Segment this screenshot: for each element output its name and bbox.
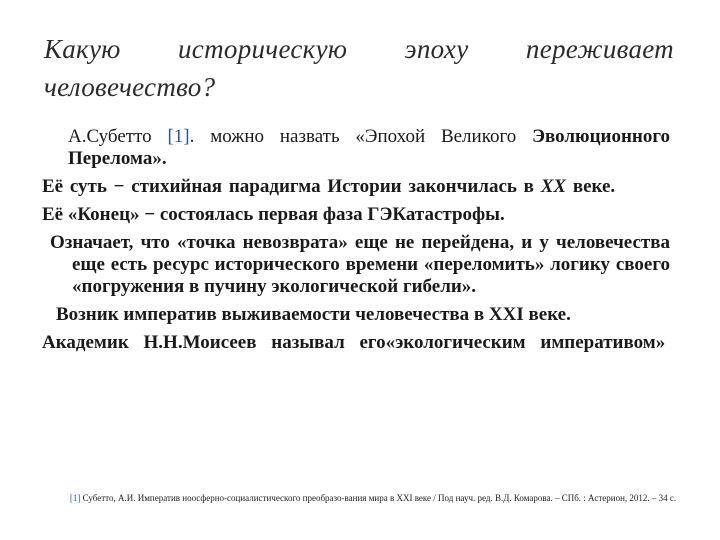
slide-body bbox=[42, 126, 670, 360]
paragraph-imperative: Возник императив выживаемости человечества в XXI веке. bbox=[56, 304, 571, 325]
paragraph-text: . можно назвать «Эпохой Великого bbox=[189, 126, 517, 147]
slide-title: Какую историческую эпоху переживает человечество? bbox=[44, 34, 674, 102]
footnote-reference-link[interactable]: [1] bbox=[69, 493, 81, 503]
footnote-text: Субетто, А.И. Императив ноосферно-социалистического преобразо-вания мира в XXI веке / Под науч. ред. В.Д. Комарова. – СПб. : Астерион, 2012. – 34 с. bbox=[80, 493, 677, 503]
paragraph-moiseev: Академик Н.Н.Моисеев называл его«экологическим императивом» bbox=[42, 332, 666, 353]
footnote bbox=[58, 491, 688, 505]
author-name: А.Субетто bbox=[68, 126, 152, 147]
paragraph-subetto bbox=[42, 126, 670, 170]
reference-link[interactable]: [1] bbox=[167, 126, 190, 147]
paragraph-essence bbox=[42, 176, 670, 198]
paragraph-point-of-no-return: Означает, что «точка невозврата» еще не перейдена, и у человечества еще есть ресурс исторического времени «переломить» логику своего «погружения в пучину экологической гибели». bbox=[50, 232, 670, 297]
paragraph-end: Её «Конец» − состоялась первая фаза ГЭКатастрофы. bbox=[42, 204, 505, 225]
paragraph-text: Её суть − стихийная парадигма Истории закончилась в bbox=[42, 176, 534, 197]
paragraph-text: веке. bbox=[572, 176, 616, 197]
paragraph-text-bold: Эволюционного Перелома». bbox=[68, 126, 671, 169]
century-label: XX bbox=[540, 176, 567, 197]
